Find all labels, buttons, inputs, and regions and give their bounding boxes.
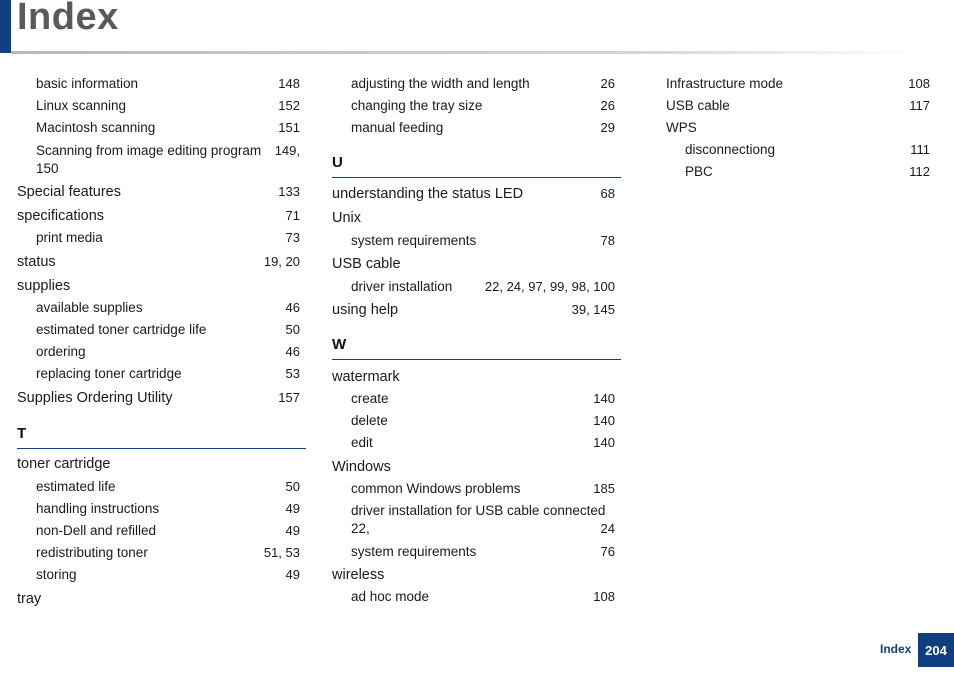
index-entry[interactable]: driver installation 22, 24, 97, 99, 98, 100	[351, 279, 615, 294]
section-letter-t: T	[17, 425, 27, 442]
section-divider	[332, 359, 621, 360]
index-entry[interactable]: non-Dell and refilled 49	[36, 523, 300, 538]
index-entry[interactable]: replacing toner cartridge 53	[36, 366, 300, 381]
index-entry[interactable]: storing 49	[36, 567, 300, 582]
index-entry[interactable]: common Windows problems 185	[351, 481, 615, 496]
index-entry[interactable]: Scanning from image editing program 149,	[36, 143, 300, 158]
title-divider	[11, 51, 921, 54]
index-entry[interactable]: edit 140	[351, 435, 615, 450]
index-column-1	[17, 75, 306, 615]
index-entry: toner cartridge	[17, 456, 111, 472]
index-entry[interactable]: system requirements 76	[351, 544, 615, 559]
index-entry-continuation[interactable]: 22, 24	[351, 521, 615, 536]
index-entry[interactable]: Supplies Ordering Utility 157	[17, 390, 300, 406]
index-entry[interactable]: estimated life 50	[36, 479, 300, 494]
index-entry[interactable]: print media 73	[36, 230, 300, 245]
index-entry[interactable]: available supplies 46	[36, 300, 300, 315]
index-entry[interactable]: basic information 148	[36, 76, 300, 91]
index-entry[interactable]: ordering 46	[36, 344, 300, 359]
index-entry[interactable]: changing the tray size 26	[351, 98, 615, 113]
index-entry[interactable]: disconnectiong 111	[685, 142, 930, 157]
index-entry: Unix	[332, 210, 362, 226]
index-entry: WPS	[666, 120, 697, 135]
index-entry[interactable]: create 140	[351, 391, 615, 406]
index-entry[interactable]: specifications 71	[17, 208, 300, 224]
index-entry[interactable]: Infrastructure mode 108	[666, 76, 930, 91]
index-entry[interactable]: understanding the status LED 68	[332, 186, 615, 202]
section-letter-u: U	[332, 154, 343, 171]
index-entry[interactable]: Linux scanning 152	[36, 98, 300, 113]
index-entry[interactable]: redistributing toner 51, 53	[36, 545, 300, 560]
index-entry: supplies	[17, 278, 71, 294]
index-column-3	[666, 75, 936, 195]
header-accent-bar	[0, 0, 11, 53]
index-entry[interactable]: Macintosh scanning 151	[36, 120, 300, 135]
index-entry[interactable]: system requirements 78	[351, 233, 615, 248]
index-entry[interactable]: delete 140	[351, 413, 615, 428]
index-entry[interactable]: driver installation for USB cable connected	[351, 503, 606, 518]
index-entry: wireless	[332, 567, 385, 583]
footer-section-label: Index	[880, 642, 912, 656]
index-entry[interactable]: estimated toner cartridge life 50	[36, 322, 300, 337]
page-title: Index	[17, 0, 119, 38]
index-entry[interactable]: manual feeding 29	[351, 120, 615, 135]
index-entry[interactable]: handling instructions 49	[36, 501, 300, 516]
section-letter-w: W	[332, 336, 347, 353]
index-entry: watermark	[332, 369, 400, 385]
index-entry[interactable]: adjusting the width and length 26	[351, 76, 615, 91]
index-entry: Windows	[332, 459, 391, 475]
index-entry: USB cable	[332, 256, 401, 272]
section-divider	[17, 448, 306, 449]
section-divider	[332, 177, 621, 178]
index-entry[interactable]: using help 39, 145	[332, 302, 615, 318]
index-entry[interactable]: Special features 133	[17, 184, 300, 200]
page-number-badge: 204	[918, 633, 954, 667]
index-entry[interactable]: PBC 112	[685, 164, 930, 179]
index-entry[interactable]: status 19, 20	[17, 254, 300, 270]
index-entry-continuation[interactable]: 150	[36, 161, 59, 176]
index-column-2	[332, 75, 621, 615]
index-entry[interactable]: USB cable 117	[666, 98, 930, 113]
index-entry: tray	[17, 591, 42, 607]
index-entry[interactable]: ad hoc mode 108	[351, 589, 615, 604]
